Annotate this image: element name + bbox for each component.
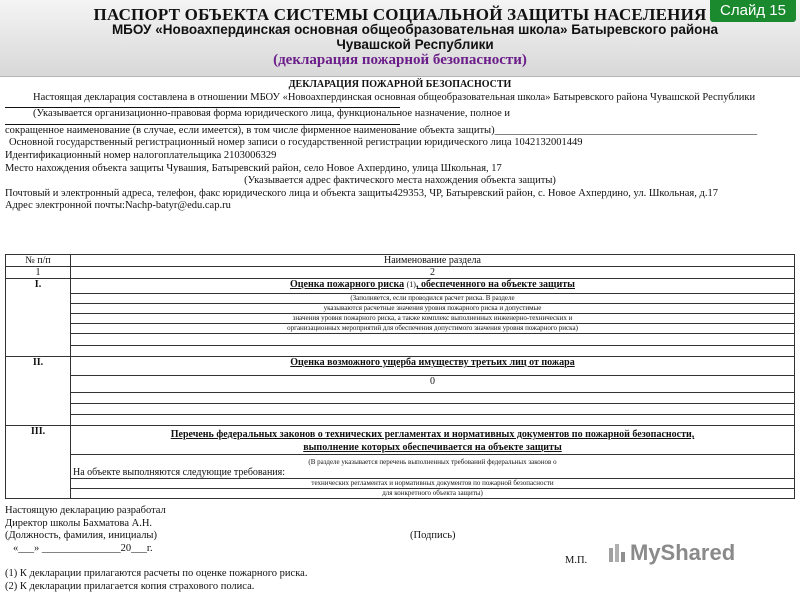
- director-name: Директор школы Бахматова А.Н.: [5, 517, 153, 529]
- location-text: Место нахождения объекта защиты Чувашия, Батыревский район, село Новое Ахпердино, улица Школьная, 17: [5, 162, 502, 174]
- section-3-note: для конкретного объекта защиты): [71, 489, 795, 499]
- empty-cell: [71, 334, 795, 346]
- address-note: (Указывается адрес фактического места нахождения объекта защиты): [244, 175, 556, 187]
- section-2-number: II.: [6, 357, 71, 426]
- legal-form-note: (Указывается организационно-правовая форма юридического лица, функциональное назначение, полное и: [33, 108, 510, 120]
- footnote-1: (1) К декларации прилагаются расчеты по оценке пожарного риска.: [5, 568, 308, 580]
- section-1-note: организационных мероприятий для обеспечения допустимого значения уровня пожарного риска): [71, 324, 795, 334]
- sections-table: [5, 254, 795, 499]
- legal-name-note: сокращенное наименование (в случае, если имеется), в том числе фирменное наименование объекта защиты)__________________________________________________: [5, 124, 758, 136]
- postal-address: Почтовый и электронный адреса, телефон, факс юридического лица и объекта защиты429353, ЧР, Батыревский район, с. Новое Ахпердино, ул. Школьная, д.17: [5, 187, 718, 199]
- inn-text: Идентификационный номер налогоплательщика 2103006329: [5, 149, 277, 161]
- document-body: [5, 79, 795, 213]
- school-name: МБОУ «Новоахпердинская основная общеобразовательная школа» Батыревского района Чувашской Республики: [111, 22, 719, 52]
- header-number: № п/п: [6, 255, 71, 267]
- empty-cell: [71, 393, 795, 404]
- intro-text: Настоящая декларация составлена в отношении МБОУ «Новоахпердинская основная общеобразовательная школа» Батыревского района Чувашской Республики: [33, 91, 756, 103]
- prepared-by: Настоящую декларацию разработал: [5, 505, 166, 516]
- column-number-2: 2: [71, 267, 795, 279]
- section-1-number: I.: [6, 279, 71, 357]
- page-title: ПАСПОРТ ОБЪЕКТА СИСТЕМЫ СОЦИАЛЬНОЙ ЗАЩИТЫ НАСЕЛЕНИЯ: [93, 5, 707, 24]
- section-3-statement: (В разделе указывается перечень выполненных требований федеральных законов о На объекте выполняются следующие требования:: [71, 455, 795, 479]
- section-1-note: значения уровня пожарного риска, а также комплекс выполненных инженерно-технических и: [71, 314, 795, 324]
- table-row: [6, 267, 795, 279]
- table-row: [6, 426, 795, 455]
- stamp-label: М.П.: [565, 555, 588, 567]
- myshared-logo-icon: [608, 542, 626, 564]
- myshared-watermark: [608, 540, 778, 570]
- section-3-note: технических регламентах и нормативных документов по пожарной безопасности: [71, 479, 795, 489]
- date-line: «___» _______________20___г.: [13, 542, 153, 554]
- column-number-1: 1: [6, 267, 71, 279]
- document-title: ДЕКЛАРАЦИЯ ПОЖАРНОЙ БЕЗОПАСНОСТИ: [288, 79, 512, 90]
- empty-cell: [71, 346, 795, 357]
- empty-cell: [71, 415, 795, 426]
- table-row: [6, 357, 795, 376]
- declaration-subtitle: (декларация пожарной безопасности): [273, 52, 527, 68]
- table-row: [6, 279, 795, 294]
- empty-cell: [71, 404, 795, 415]
- watermark-text: MyShared: [630, 540, 736, 565]
- email-address: Адрес электронной почты:Nachp-batyr@edu.cap.ru: [5, 200, 231, 212]
- slide-number-badge[interactable]: Слайд 15: [710, 0, 796, 22]
- section-1-note: указываются расчетные значения уровня пожарного риска и допустимые: [71, 304, 795, 314]
- section-2-value: 0: [71, 376, 795, 393]
- section-1-title: Оценка пожарного риска (1), обеспеченного на объекте защиты: [71, 279, 795, 294]
- section-3-title: Перечень федеральных законов о технических регламентах и нормативных документов по пожарной безопасности, выполнение которых обеспечивается на объекте защиты: [71, 426, 795, 455]
- section-2-title: Оценка возможного ущерба имуществу третьих лиц от пожара: [71, 357, 795, 376]
- section-1-note: (Заполняется, если проводился расчет риска. В разделе: [71, 294, 795, 304]
- footnote-2: (2) К декларации прилагается копия страхового полиса.: [5, 580, 255, 592]
- ogrn-text: Основной государственный регистрационный номер записи о государственной регистрации юридического лица 1042132001449: [9, 137, 583, 149]
- header-section-name: Наименование раздела: [71, 255, 795, 267]
- position-label: (Должность, фамилия, инициалы): [5, 530, 157, 542]
- section-3-number: III.: [6, 426, 71, 499]
- signature-label: (Подпись): [410, 530, 456, 542]
- slide-header: [0, 0, 800, 77]
- table-header-row: [6, 255, 795, 267]
